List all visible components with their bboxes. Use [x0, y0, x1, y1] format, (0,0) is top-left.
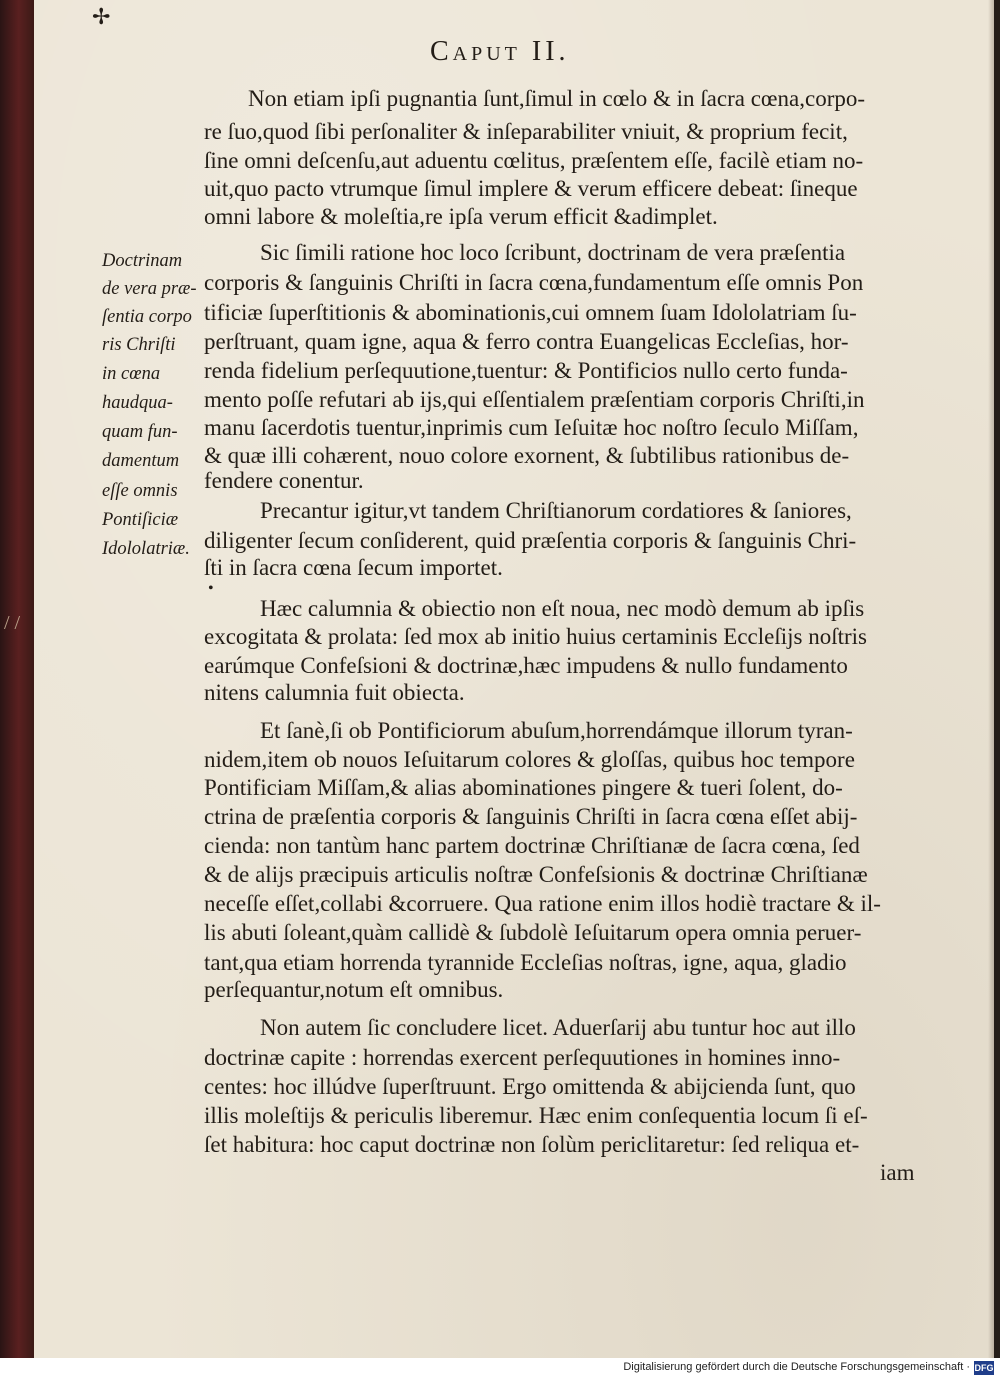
- body-line: cienda: non tantùm hanc partem doctrinæ Chriſtianæ de ſacra cœna, ſed: [204, 833, 860, 858]
- margin-note-line: ſentia corpo: [102, 307, 192, 327]
- body-line: neceſſe eſſet,collabi &corruere. Qua ratione enim illos hodiè tractare & il-: [204, 891, 881, 916]
- page-edge: [988, 0, 994, 1358]
- body-line: ſet habitura: hoc caput doctrinæ non ſolùm periclitaretur: ſed reliqua et-: [204, 1132, 860, 1157]
- footer-bar: [0, 1358, 1000, 1379]
- funding-credit: Digitalisierung gefördert durch die Deutsche Forschungsgemeinschaft ·: [623, 1361, 970, 1373]
- dfg-logo: DFG: [974, 1363, 994, 1373]
- body-line: Non etiam ipſi pugnantia ſunt,ſimul in cœlo & in ſacra cœna,corpo-: [248, 86, 866, 111]
- body-line: nitens calumnia fuit obiecta.: [204, 680, 465, 705]
- body-line: manu ſacerdotis tuentur,inprimis cum Ieſuitæ hoc noſtro ſeculo Miſſam,: [204, 415, 859, 440]
- body-line: Precantur igitur,vt tandem Chriſtianorum cordatiores & ſaniores,: [260, 498, 852, 523]
- body-line: diligenter ſecum conſiderent, quid præſentia corporis & ſanguinis Chri-: [204, 528, 857, 553]
- body-line: tant,qua etiam horrenda tyrannide Eccleſias noſtras, igne, aqua, gladio: [204, 950, 847, 975]
- margin-note-line: eſſe omnis: [102, 481, 178, 501]
- body-line: omni labore & moleſtia,re ipſa verum efficit &adimplet.: [204, 204, 718, 229]
- body-line: Et ſanè,ſi ob Pontificiorum abuſum,horrendámque illorum tyran-: [260, 718, 853, 743]
- body-line: nidem,item ob nouos Ieſuitarum colores & gloſſas, quibus hoc tempore: [204, 747, 855, 772]
- body-line: excogitata & prolata: ſed mox ab initio huius certaminis Eccleſijs noſtris: [204, 624, 868, 649]
- body-line: Hæc calumnia & obiectio non eſt noua, nec modò demum ab ipſis: [260, 596, 865, 621]
- body-line: ſti in ſacra cœna ſecum importet.: [204, 555, 503, 580]
- body-line: Pontificiam Miſſam,& alias abominationes pingere & tueri ſolent, do-: [204, 775, 843, 800]
- ornament-mark: ✢: [92, 4, 111, 29]
- margin-note-line: Idololatriæ.: [102, 539, 190, 559]
- body-line: ſine omni deſcenſu,aut aduentu cœlitus, præſentem eſſe, facilè etiam no-: [204, 148, 864, 173]
- body-line: renda fidelium perſequutione,tuentur: & Pontificios nullo certo funda-: [204, 358, 848, 383]
- body-line: ctrina de præſentia corporis & ſanguinis Chriſti in ſacra cœna eſſet abij-: [204, 804, 858, 829]
- body-line: & quæ illi cohærent, nouo colore exornent, & ſubtilibus rationibus de-: [204, 443, 850, 468]
- body-line: Sic ſimili ratione hoc loco ſcribunt, doctrinam de vera præſentia: [260, 240, 846, 265]
- body-line: fendere conentur.: [204, 468, 364, 493]
- margin-note-line: damentum: [102, 451, 180, 471]
- body-line: & de alijs præcipuis articulis noſtræ Confeſsionis & doctrinæ Chriſtianæ: [204, 862, 868, 887]
- body-line: perſtruant, quam igne, aqua & ferro contra Euangelicas Eccleſias, hor-: [204, 329, 849, 354]
- margin-scratch: / /: [4, 612, 21, 634]
- body-line: centes: hoc illúdve ſuperſtruunt. Ergo omittenda & abijcienda ſunt, quo: [204, 1074, 856, 1099]
- margin-note-line: de vera præ-: [102, 279, 197, 299]
- body-line: Non autem ſic concludere licet. Aduerſarij abu tuntur hoc aut illo: [260, 1015, 856, 1040]
- margin-note-line: haudqua-: [102, 393, 173, 413]
- body-line: earúmque Confeſsioni & doctrinæ,hæc impudens & nullo fundamento: [204, 653, 848, 678]
- margin-note-line: quam fun-: [102, 422, 178, 442]
- margin-note-line: Doctrinam: [102, 251, 183, 271]
- body-line: uit,quo pacto vtrumque ſimul implere & verum efficere debeat: ſineque: [204, 176, 858, 201]
- body-line: lis abuti ſoleant,quàm callidè & ſubdolè Ieſuitarum opera omnia peruer-: [204, 920, 862, 945]
- book-binding-edge: [0, 0, 34, 1358]
- body-line: re ſuo,quod ſibi perſonaliter & inſeparabiliter vniuit, & proprium fecit,: [204, 119, 848, 144]
- body-line: mento poſſe refutari ab ijs,qui eſſentialem præſentiam corporis Chriſti,in: [204, 387, 865, 412]
- body-line: perſequantur,notum eſt omnibus.: [204, 977, 504, 1002]
- catchword: iam: [880, 1160, 915, 1185]
- body-line: doctrinæ capite : horrendas exercent perſequutiones in homines inno-: [204, 1045, 841, 1070]
- body-line: corporis & ſanguinis Chriſti in ſacra cœna,fundamentum eſſe omnis Pon: [204, 270, 864, 295]
- margin-note-line: ris Chriſti: [102, 335, 176, 355]
- margin-note-line: in cœna: [102, 364, 161, 384]
- ink-dot: •: [208, 580, 214, 597]
- body-line: illis moleſtijs & periculis liberemur. Hæc enim conſequentia locum ſi eſ-: [204, 1103, 868, 1128]
- body-line: tificiæ ſuperſtitionis & abominationis,cui omnem ſuam Idololatriam ſu-: [204, 300, 857, 325]
- margin-note-line: Pontiſiciæ: [102, 510, 179, 530]
- running-head: Caput II.: [430, 36, 570, 67]
